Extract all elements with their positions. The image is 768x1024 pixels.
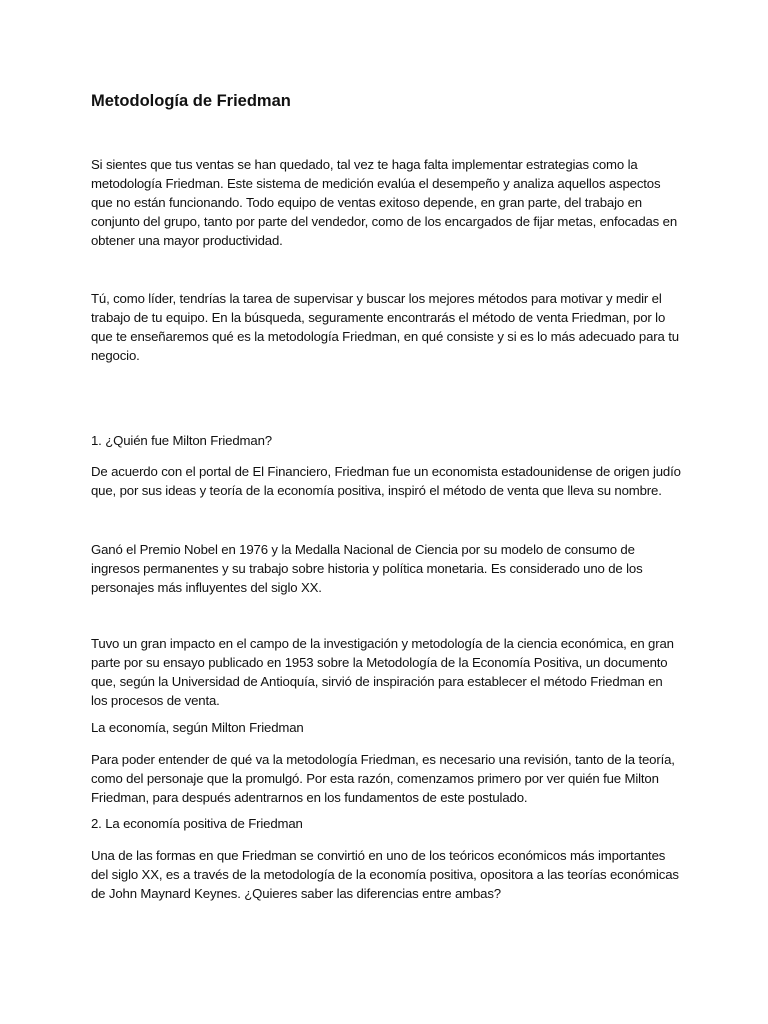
paragraph-keynes: Una de las formas en que Friedman se convirtió en uno de los teóricos económicos más importantes del siglo XX, es a través de la metodología de la economía positiva, opositora a las teorías económicas de John Maynard Keynes. ¿Quieres saber las diferencias entre ambas? xyxy=(91,848,679,901)
section-heading-economy: La economía, según Milton Friedman xyxy=(91,720,304,735)
paragraph-understand: Para poder entender de qué va la metodología Friedman, es necesario una revisión, tanto de la teoría, como del personaje que la promulgó. Por esta razón, comenzamos primero por ver quién fue Milton Friedman, para después adentrarnos en los fundamentos de este postulado. xyxy=(91,752,675,805)
paragraph-financiero: De acuerdo con el portal de El Financiero, Friedman fue un economista estadounidense de origen judío que, por sus ideas y teoría de la economía positiva, inspiró el método de venta que lleva su nombre. xyxy=(91,464,681,498)
paragraph-leader: Tú, como líder, tendrías la tarea de supervisar y buscar los mejores métodos para motivar y medir el trabajo de tu equipo. En la búsqueda, seguramente encontrarás el método de venta Friedman, por lo que te enseñaremos qué es la metodología Friedman, en qué consiste y si es lo más adecuado para tu negocio. xyxy=(91,291,679,363)
section-heading-positive: 2. La economía positiva de Friedman xyxy=(91,816,303,831)
section-heading-who: 1. ¿Quién fue Milton Friedman? xyxy=(91,433,272,448)
paragraph-intro: Si sientes que tus ventas se han quedado, tal vez te haga falta implementar estrategias como la metodología Friedman. Este sistema de medición evalúa el desempeño y analiza aquellos aspectos que no están funcionando. Todo equipo de ventas exitoso depende, en gran parte, del trabajo en conjunto del grupo, tanto por parte del vendedor, como de los encargados de fijar metas, enfocadas en obtener una mayor productividad. xyxy=(91,157,678,248)
paragraph-impact: Tuvo un gran impacto en el campo de la investigación y metodología de la ciencia económica, en gran parte por su ensayo publicado en 1953 sobre la Metodología de la Economía Positiva, un documento que, según la Universidad de Antioquía, sirvió de inspiración para establecer el método Friedman en los procesos de venta. xyxy=(91,636,674,708)
paragraph-nobel: Ganó el Premio Nobel en 1976 y la Medalla Nacional de Ciencia por su modelo de consumo de ingresos permanentes y su trabajo sobre historia y política monetaria. Es considerado uno de los personajes más influyentes del siglo XX. xyxy=(91,542,643,595)
document-title: Metodología de Friedman xyxy=(91,92,291,110)
